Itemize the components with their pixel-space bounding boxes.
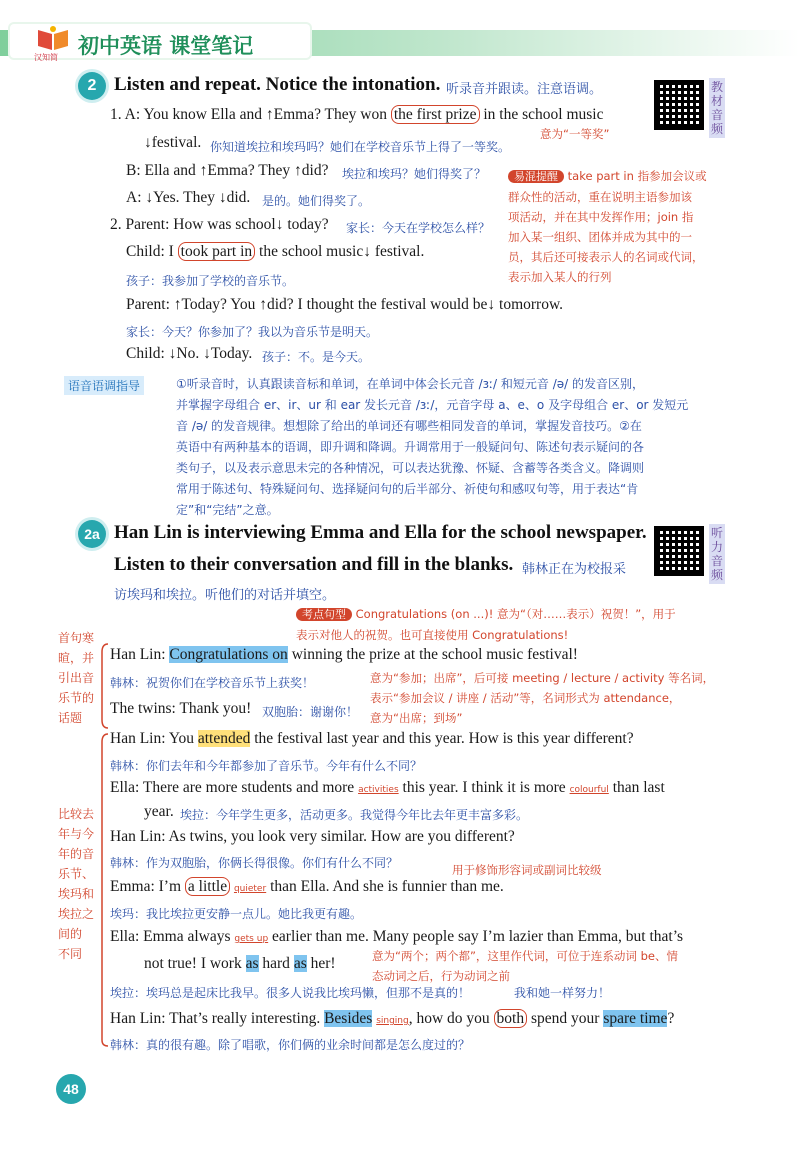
first-prize-highlight: the first prize — [391, 105, 480, 124]
conversation-line-10: Han Lin: That’s really interesting. Besides singing, how do you both spend your spare time? — [110, 1010, 675, 1027]
side-note-compare: 比较去 年与今 年的音 乐节、 埃玛和 埃拉之 间的 不同 — [58, 807, 95, 961]
blank-answer-singing[interactable]: singing — [376, 1016, 409, 1026]
dialogue-2-child-1-cn: 孩子：我参加了学校的音乐节。 — [126, 274, 295, 288]
dialogue-2-child-2-cn: 孩子：不。是今天。 — [262, 350, 371, 364]
conversation-line-6: Han Lin: As twins, you look very similar. How are you different? — [110, 828, 515, 845]
both-note: 意为“两个；两个都”，这里作代词，可位于连系动词 be、情 态动词之后，行为动词之前 — [372, 949, 678, 983]
page-number: 48 — [56, 1074, 86, 1104]
prize-note: 意为“一等奖” — [540, 127, 610, 141]
a-little-note: 用于修饰形容词或副词比较级 — [452, 863, 602, 877]
qr-label-textbook-audio: 教材音频 — [710, 80, 723, 136]
tip-tag: 易混提醒 — [508, 170, 564, 183]
tip-line: 群众性的活动，重在说明主语参加该 — [508, 190, 692, 204]
conversation-line-3: Han Lin: You attended the festival last year and this year. How is this year different? — [110, 730, 634, 747]
conversation-line-2: The twins: Thank you! — [110, 700, 252, 717]
dialogue-1-b-cn: 埃拉和埃玛？她们得奖了？ — [342, 167, 487, 181]
conversation-line-8: Ella: Emma always gets up earlier than me. Many people say I’m lazier than Emma, but that’s — [110, 928, 684, 945]
bracket-lines — [100, 642, 110, 1048]
conversation-line-4: Ella: There are more students and more activities this year. I think it is more colourful than last — [110, 779, 665, 796]
congratulations-highlight: Congratulations on — [169, 646, 288, 663]
header-box — [10, 24, 310, 62]
side-note-intro: 首句寒 暄，并 引出音 乐节的 话题 — [58, 631, 95, 725]
qr-code-icon[interactable] — [654, 80, 704, 130]
qr-code-icon[interactable] — [654, 526, 704, 576]
dialogue-1-line-2-cn: 你知道埃拉和埃玛吗？她们在学校音乐节上得了一等奖。 — [210, 140, 511, 154]
section-2a-title-cn-1: 韩林正在为校报采 — [522, 562, 627, 577]
conversation-line-6-cn: 韩林：作为双胞胎，你俩长得很像。你们有什么不同？ — [110, 856, 399, 870]
tip-line: 员，其后还可接表示人的名词或代词， — [508, 250, 704, 264]
dialogue-2-child-1: Child: I took part in the school music↓ festival. — [126, 243, 425, 260]
besides-highlight: Besides — [324, 1010, 373, 1027]
conversation-line-1-cn: 韩林：祝贺你们在学校音乐节上获奖！ — [110, 676, 315, 690]
section-2-badge: 2 — [78, 72, 106, 100]
took-part-in-highlight: took part in — [178, 242, 255, 261]
pronunciation-guide: ①听录音时，认真跟读音标和单词，在单词中体会长元音 /ɜː/ 和短元音 /ə/ 的发音区别， 并掌握字母组合 er、ir、ur 和 ear 发长元音 /ɜː/，元音字母 a、e、o 及字母组合 er、or 发短元 音 /ə/ 的发音规律。想想除了给出的单词还有哪些相同发音的单词，掌握发音技巧。②在 英语中有两种基本的语调，即升调和降调。升调常用于一般疑问句、陈述句表示疑问的各 类句子，以及表示意思未完的各种情况，可以表达犹豫、怀疑、含蓄等各类含义。降调则 常用于陈述句、特殊疑问句、选择疑问句的后半部分、祈使句和感叹句等，用于表达“肯 定”和“完结”之意。 — [176, 377, 689, 517]
as-highlight-1: as — [245, 955, 259, 972]
key-sentence-note: 考点句型 Congratulations (on ...)! 意为“（对……表示）祝贺！”，用于 表示对他人的祝贺。也可直接使用 Congratulations! — [296, 607, 676, 642]
blank-answer-colourful[interactable]: colourful — [569, 785, 609, 795]
conversation-line-10-cn: 韩林：真的很有趣。除了唱歌，你们俩的业余时间都是怎么度过的？ — [110, 1038, 471, 1052]
tip-line: 项活动，并在其中发挥作用；join 指 — [508, 210, 694, 224]
conversation-line-9-cn-2: 我和她一样努力！ — [514, 986, 611, 1000]
both-highlight: both — [494, 1009, 528, 1028]
a-little-highlight: a little — [185, 877, 230, 896]
section-2-title-cn: 听录音并跟读。注意语调。 — [446, 82, 603, 97]
confusion-tip — [508, 166, 738, 287]
book-logo-icon — [36, 24, 70, 52]
key-tag: 考点句型 — [296, 608, 352, 621]
section-2-title: Listen and repeat. Notice the intonation. — [114, 74, 441, 95]
dialogue-2-parent-1-cn: 家长：今天在学校怎么样？ — [346, 221, 491, 235]
dialogue-1-a3-cn: 是的。她们得奖了。 — [262, 194, 371, 208]
conversation-line-5: year. — [144, 803, 174, 820]
page-header — [0, 22, 800, 60]
dialogue-2-parent-1: 2. Parent: How was school↓ today? — [110, 216, 329, 233]
blank-answer-activities[interactable]: activities — [358, 785, 399, 795]
attend-note: 意为“参加；出席”，后可接 meeting / lecture / activity 等名词， 表示“参加会议 / 讲座 / 活动”等，名词形式为 attendance， 意为“出席；到场” — [370, 671, 715, 725]
dialogue-2-child-2: Child: ↓No. ↓Today. — [126, 345, 253, 362]
as-highlight-2: as — [293, 955, 307, 972]
conversation-line-7: Emma: I’m a little quieter than Ella. And she is funnier than me. — [110, 878, 504, 895]
section-2a-title-2: Listen to their conversation and fill in the blanks. — [114, 554, 514, 575]
logo-label: 汉知简 — [34, 53, 58, 62]
conversation-line-5-cn: 埃拉：今年学生更多，活动更多。我觉得今年比去年更丰富多彩。 — [180, 808, 529, 822]
tip-line: take part in 指参加会议或 — [567, 169, 707, 183]
conversation-line-3-cn: 韩林：你们去年和今年都参加了音乐节。今年有什么不同？ — [110, 759, 423, 773]
section-2a-title-1: Han Lin is interviewing Emma and Ella for the school newspaper. — [114, 522, 647, 543]
tip-line: 表示加入某人的行列 — [508, 270, 612, 284]
conversation-line-9: not true! I work as hard as her! — [144, 955, 336, 972]
attended-highlight: attended — [197, 730, 251, 747]
guide-label: 语音语调指导 — [64, 376, 144, 395]
section-2a-badge: 2a — [78, 520, 106, 548]
blank-answer-gets-up[interactable]: gets up — [234, 934, 269, 944]
tip-line: 加入某一组织、团体并成为其中的一 — [508, 230, 692, 244]
conversation-line-7-cn: 埃玛：我比埃拉更安静一点儿。她比我更有趣。 — [110, 907, 363, 921]
dialogue-1-a3: A: ↓Yes. They ↓did. — [126, 189, 251, 206]
qr-label-listening-audio: 听力音频 — [710, 526, 723, 582]
blank-answer-quieter[interactable]: quieter — [233, 884, 267, 894]
dialogue-2-parent-2-cn: 家长：今天？你参加了？我以为音乐节是明天。 — [126, 325, 379, 339]
dialogue-1-line-1: 1. A: You know Ella and ↑Emma? They won the first prize in the school music — [110, 106, 604, 123]
dialogue-1-b: B: Ella and ↑Emma? They ↑did? — [126, 162, 329, 179]
conversation-line-2-cn: 双胞胎：谢谢你！ — [262, 705, 359, 719]
dialogue-1-line-2: ↓festival. — [144, 134, 202, 151]
conversation-line-9-cn-1: 埃拉：埃玛总是起床比我早。很多人说我比埃玛懒，但那不是真的！ — [110, 986, 471, 1000]
header-title: 初中英语 课堂笔记 — [78, 34, 254, 58]
dialogue-2-parent-2: Parent: ↑Today? You ↑did? I thought the festival would be↓ tomorrow. — [126, 296, 564, 313]
conversation-line-1: Han Lin: Congratulations on winning the prize at the school music festival! — [110, 646, 578, 663]
spare-time-highlight: spare time — [603, 1010, 668, 1027]
section-2a-title-cn-2: 访埃玛和埃拉。听他们的对话并填空。 — [114, 588, 336, 603]
